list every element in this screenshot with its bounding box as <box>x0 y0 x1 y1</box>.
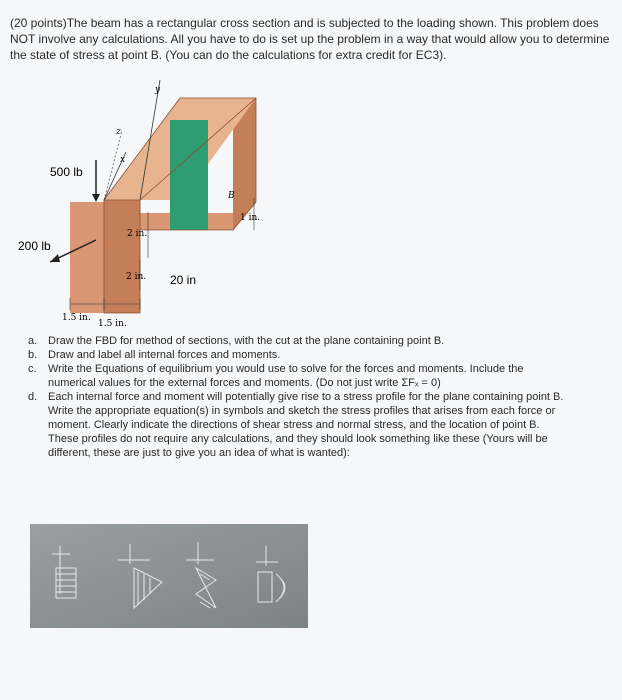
dim-2in-bottom-label: 2 in. <box>126 272 147 282</box>
x-axis-label: x <box>120 155 126 165</box>
task-text: Draw the FBD for method of sections, with the cut at the plane containing point B. <box>48 335 445 347</box>
load-500-label: 500 lb <box>50 165 83 179</box>
beam-figure <box>10 80 350 330</box>
task-label: a. <box>28 335 38 347</box>
dim-width-right-label: 1.5 in. <box>98 319 127 329</box>
task-label: d. <box>28 391 38 403</box>
point-b-label: B <box>228 191 235 201</box>
y-axis-label: y <box>155 85 161 95</box>
dim-2in-top-label: 2 in. <box>127 229 148 239</box>
load-200-arrowhead <box>50 254 60 262</box>
dim-length-label: 20 in <box>170 273 197 287</box>
task-label: b. <box>28 349 38 361</box>
task-item <box>28 362 568 390</box>
z-axis-label: z <box>116 127 121 137</box>
task-item <box>28 348 568 362</box>
dim-width-left-label: 1.5 in. <box>62 313 91 323</box>
task-item <box>28 334 568 348</box>
task-item <box>28 390 568 460</box>
problem-statement: (20 points)The beam has a rectangular cross section and is subjected to the loading shown. This problem does NOT involve any calculations. All you have to do is set up the problem in a way that would allow you to determine the state of stress at point B. (You can do the calculations for extra credit for EC3). <box>10 16 610 62</box>
dim-1in-label: 1 in. <box>240 213 261 223</box>
load-500-arrowhead <box>92 194 100 202</box>
example-stress-profiles-photo <box>30 524 308 628</box>
section-plane <box>170 120 208 230</box>
beam-near-side <box>104 200 140 313</box>
task-list <box>28 334 568 460</box>
task-text: Draw and label all internal forces and moments. <box>48 349 281 361</box>
task-text: Each internal force and moment will potentially give rise to a stress profile for the plane containing point B. Write the appropriate equation(s) in symbols and sketch the stress profiles that arises from each force or moment. Clearly indicate the directions of shear stress and normal stress, and the location of point B. These profiles do not require any calculations, and they should look something like these (Yours will be different, these are just to give you an idea of what is wanted): <box>48 391 564 459</box>
load-200-label: 200 lb <box>18 239 51 253</box>
task-text: Write the Equations of equilibrium you would use to solve for the forces and moments. Include the numerical values for the external forces and moments. (Do not just write ΣFₓ = 0) <box>48 363 524 389</box>
task-label: c. <box>28 363 37 375</box>
